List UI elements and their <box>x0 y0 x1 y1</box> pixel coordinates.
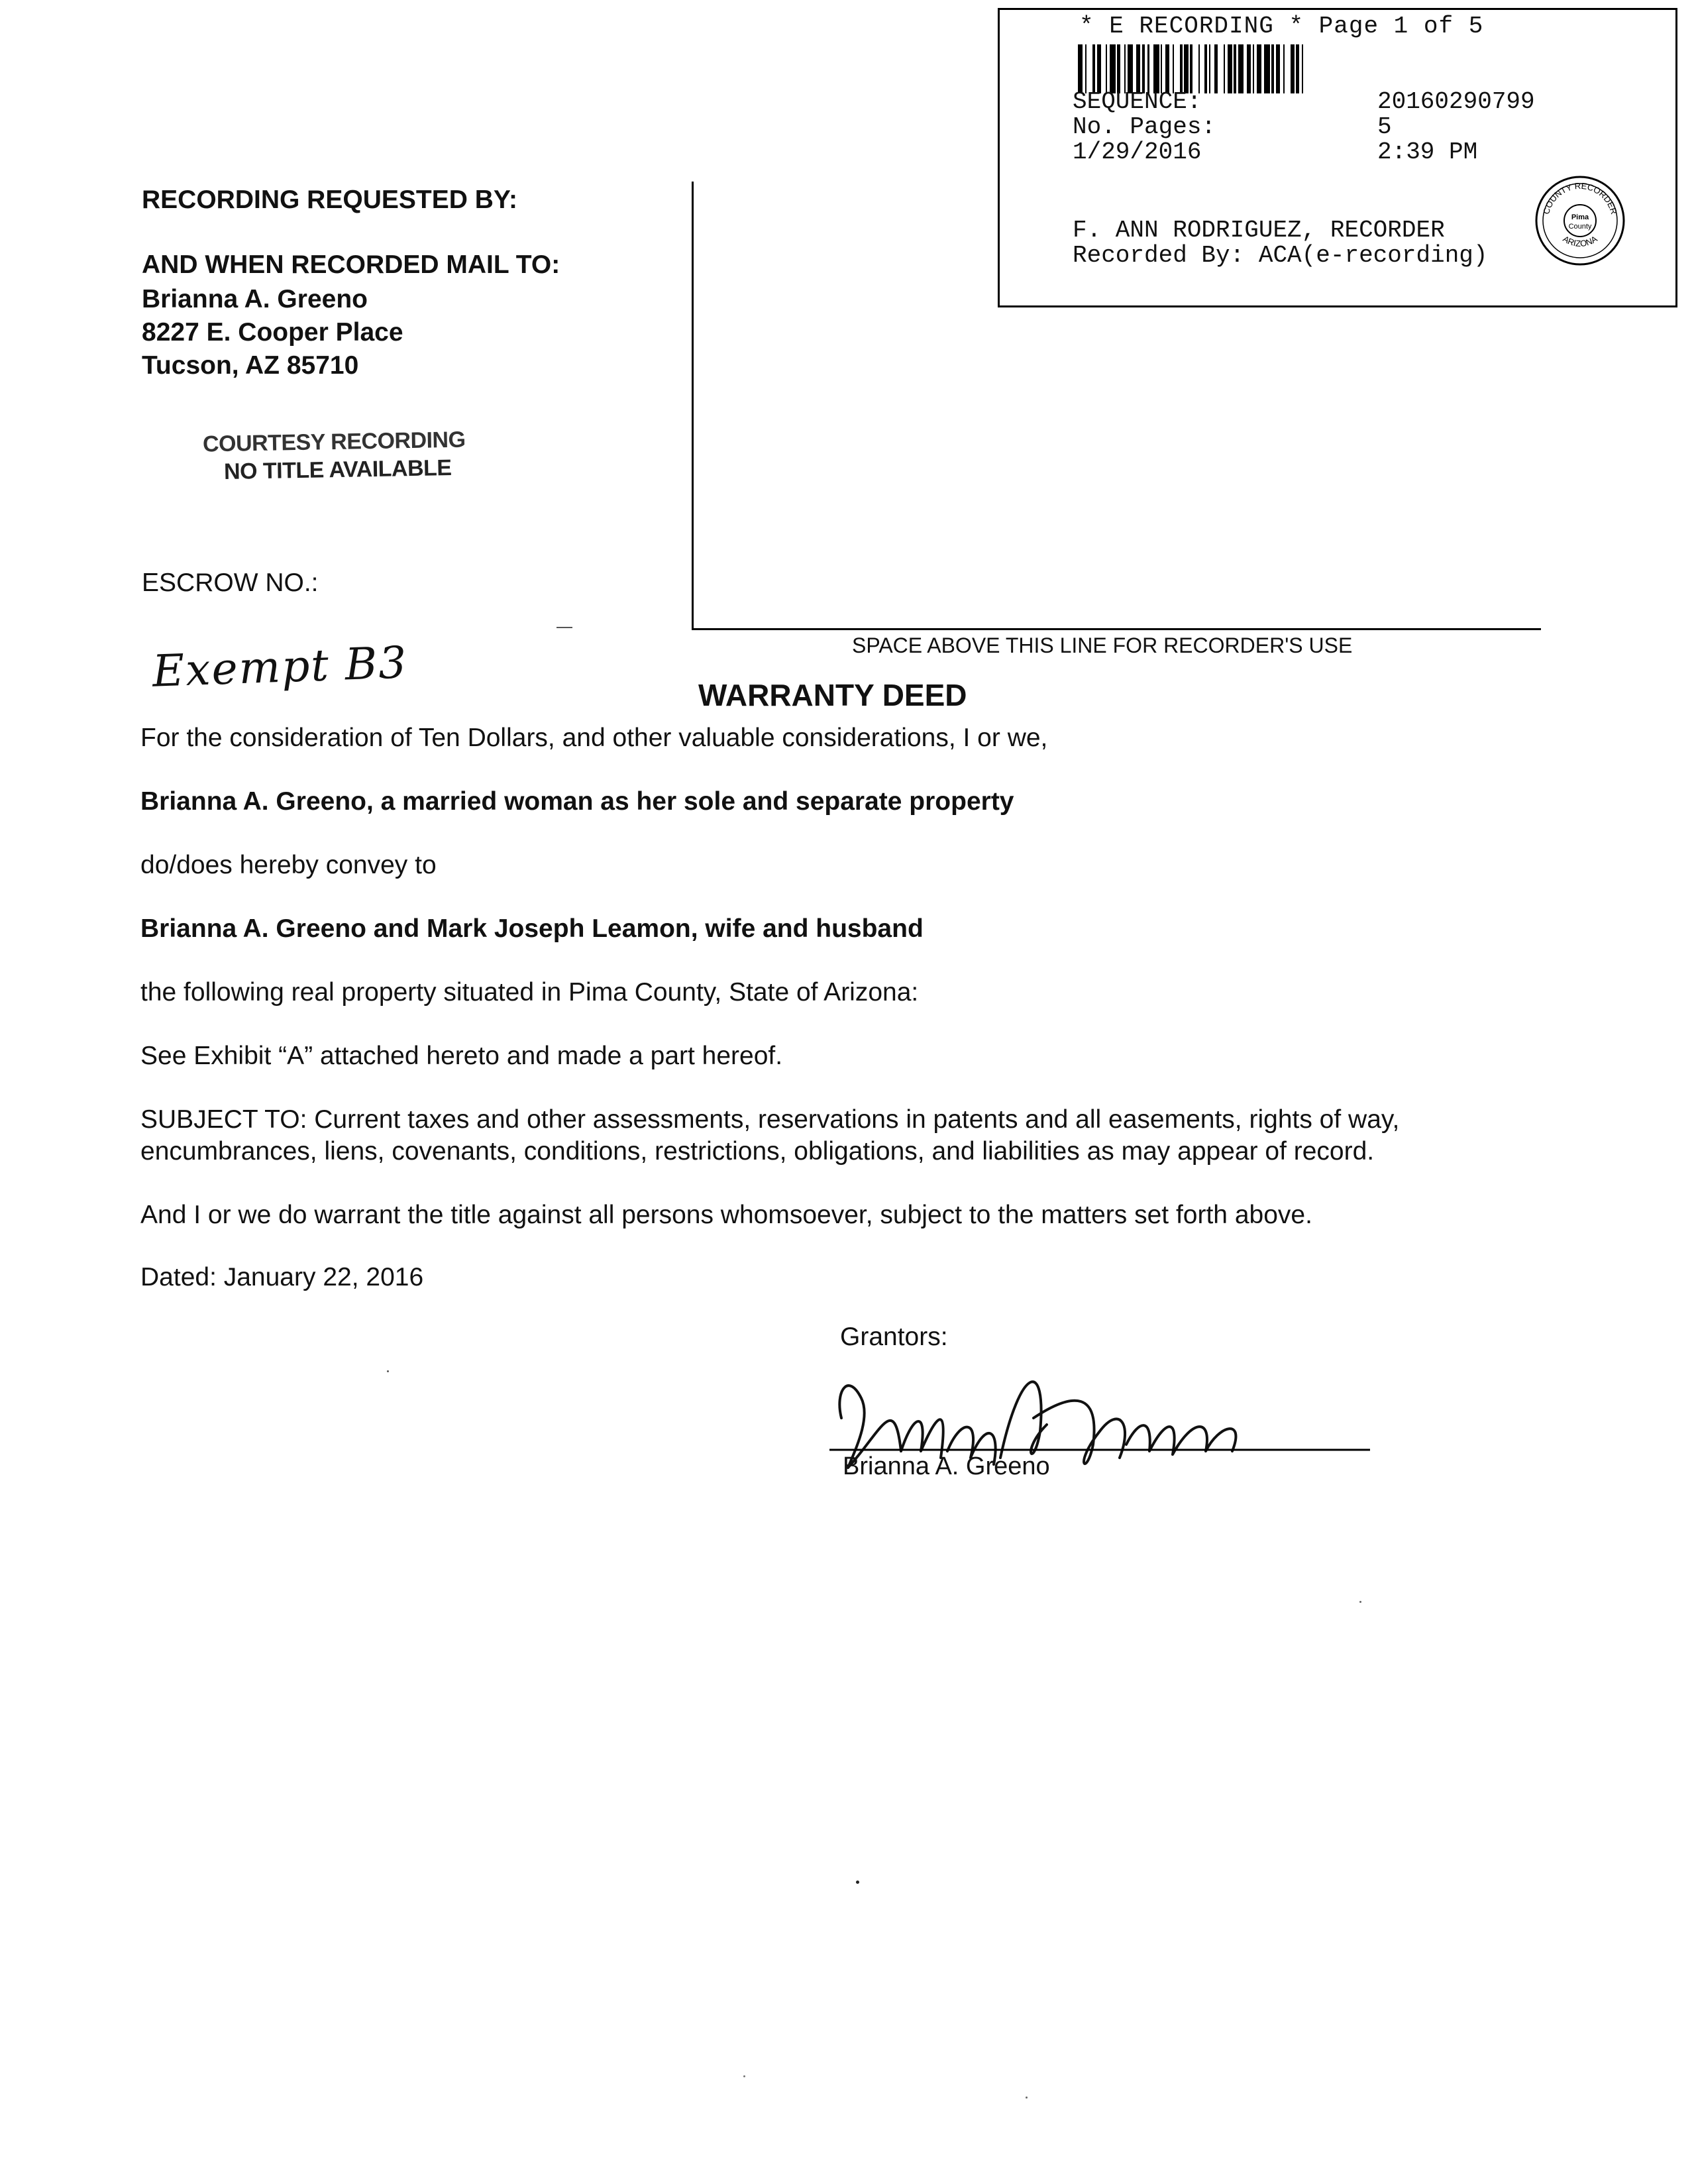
courtesy-recording-stamp: COURTESY RECORDING <box>202 427 466 457</box>
subject-to-line-1: SUBJECT TO: Current taxes and other assessments, reservations in patents and all easements, rights of way, <box>140 1105 1400 1134</box>
barcode-bar <box>1291 44 1295 93</box>
svg-text:ARIZONA <box>1561 234 1599 249</box>
barcode-bar <box>1303 44 1308 93</box>
subject-to-line-2: encumbrances, liens, covenants, conditions, restrictions, obligations, and liabilities as may appear of record. <box>140 1137 1375 1166</box>
barcode-bar <box>1210 44 1215 93</box>
dated-line: Dated: January 22, 2016 <box>140 1263 424 1291</box>
grantor-clause: Brianna A. Greeno, a married woman as her sole and separate property <box>140 787 1014 816</box>
sequence-value: 20160290799 <box>1377 88 1535 115</box>
barcode-bar <box>1200 44 1204 93</box>
barcode-bar <box>1153 44 1159 93</box>
barcode-bar <box>1120 44 1125 93</box>
pages-label: No. Pages: <box>1073 113 1216 140</box>
barcode-bar <box>1097 44 1102 93</box>
scan-speck <box>856 1881 859 1884</box>
barcode-bar <box>1128 44 1134 93</box>
grantors-label: Grantors: <box>840 1323 948 1351</box>
county-recorder-seal <box>1534 174 1626 267</box>
exhibit-reference: See Exhibit “A” attached hereto and made a part hereof. <box>140 1042 783 1070</box>
seal-center-2: County <box>1568 223 1592 231</box>
barcode-bar <box>1165 44 1170 93</box>
stamp-header: * E RECORDING * Page 1 of 5 <box>1079 13 1484 40</box>
record-time: 2:39 PM <box>1377 138 1478 166</box>
mail-to-name: Brianna A. Greeno <box>142 285 368 313</box>
seal-center-1: Pima <box>1571 213 1589 221</box>
barcode-bar <box>1228 44 1232 93</box>
header-vertical-divider <box>692 182 694 629</box>
barcode-bar <box>1149 44 1154 93</box>
barcode-bar <box>1238 44 1244 93</box>
scan-speck <box>743 2075 745 2077</box>
barcode-bar <box>1136 44 1141 93</box>
barcode-bar <box>1174 44 1180 93</box>
mail-to-city: Tucson, AZ 85710 <box>142 351 359 380</box>
barcode-bar <box>1276 44 1281 93</box>
barcode-bar <box>1078 44 1083 93</box>
handwritten-signature <box>822 1352 1404 1504</box>
mail-to-street: 8227 E. Cooper Place <box>142 318 403 347</box>
pages-value: 5 <box>1377 113 1392 140</box>
deed-title: WARRANTY DEED <box>698 678 967 712</box>
mail-to-label: AND WHEN RECORDED MAIL TO: <box>142 250 560 279</box>
convey-clause: do/does hereby convey to <box>140 851 437 879</box>
barcode-bar <box>1192 44 1198 93</box>
scan-speck <box>1026 2097 1028 2099</box>
recorded-by: Recorded By: ACA(e-recording) <box>1073 242 1488 269</box>
sequence-label: SEQUENCE: <box>1073 88 1202 115</box>
barcode-bar <box>1264 44 1270 93</box>
recorder-name: F. ANN RODRIGUEZ, RECORDER <box>1073 217 1445 244</box>
seal-top-text: COUNTY RECORDER <box>1541 180 1619 215</box>
barcode-bar <box>1218 44 1224 93</box>
warranty-clause: And I or we do warrant the title against all persons whomsoever, subject to the matters set forth above. <box>140 1201 1312 1229</box>
barcode-bar <box>1285 44 1291 93</box>
scan-speck <box>1359 1601 1361 1603</box>
barcode-bar <box>1101 44 1106 93</box>
recorder-stamp-box <box>998 8 1677 307</box>
barcode <box>1078 44 1630 93</box>
recorder-use-note: SPACE ABOVE THIS LINE FOR RECORDER'S USE <box>852 633 1353 657</box>
seal-bottom-text: ARIZONA <box>1561 233 1599 249</box>
barcode-bar <box>1257 44 1261 93</box>
barcode-bar <box>1086 44 1092 93</box>
escrow-number-label: ESCROW NO.: <box>142 569 319 597</box>
signer-name: Brianna A. Greeno <box>843 1452 1050 1480</box>
handwritten-exempt-note: Exempt B3 <box>151 637 409 697</box>
record-date: 1/29/2016 <box>1073 138 1202 166</box>
grantees-clause: Brianna A. Greeno and Mark Joseph Leamon, wife and husband <box>140 914 924 943</box>
no-title-available-stamp: NO TITLE AVAILABLE <box>223 455 452 484</box>
barcode-bar <box>1184 44 1189 93</box>
scan-mark <box>556 627 572 628</box>
recording-requested-by-label: RECORDING REQUESTED BY: <box>142 186 517 214</box>
recorder-use-line <box>692 628 1541 630</box>
consideration-clause: For the consideration of Ten Dollars, and other valuable considerations, I or we, <box>140 724 1048 752</box>
scan-speck <box>387 1370 389 1372</box>
barcode-bar <box>1247 44 1251 93</box>
barcode-bar <box>1110 44 1116 93</box>
property-intro: the following real property situated in Pima County, State of Arizona: <box>140 978 919 1007</box>
